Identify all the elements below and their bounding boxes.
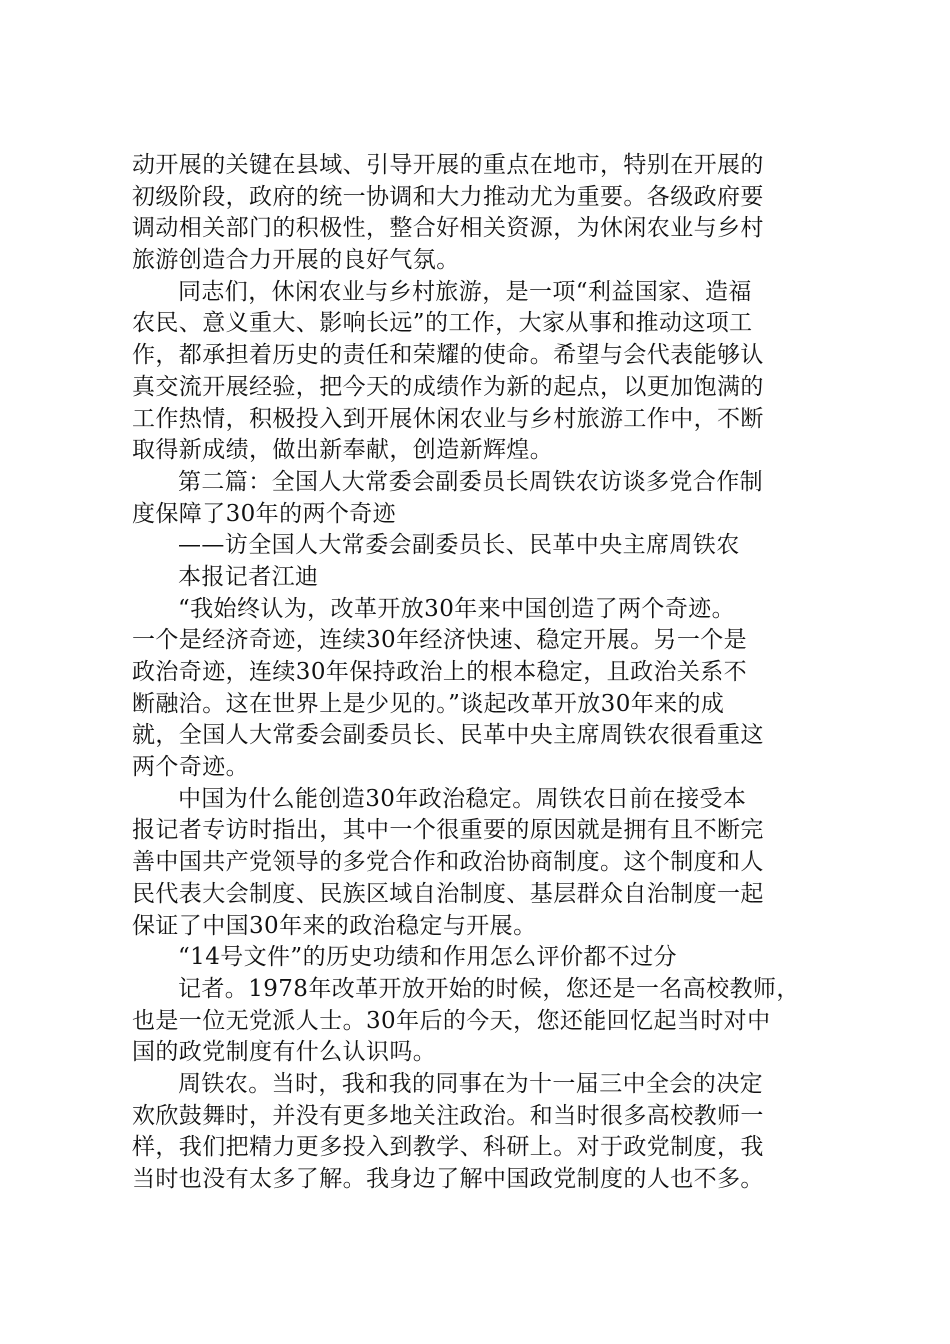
- text-line: 取得新成绩，做出新奉献，创造新辉煌。: [132, 437, 554, 464]
- text-line: 调动相关部门的积极性，整合好相关资源，为休闲农业与乡村: [132, 215, 764, 242]
- text-line: 真交流开展经验，把今天的成绩作为新的起点，以更加饱满的: [132, 373, 764, 400]
- text-line: 也是一位无党派人士。30年后的今天，您还能回忆起当时对中: [132, 1007, 771, 1034]
- text-line: 保证了中国30年来的政治稳定与开展。: [132, 912, 537, 939]
- text-line: 当时也没有太多了解。我身边了解中国政党制度的人也不多。: [132, 1166, 764, 1192]
- text-line: 同志们，休闲农业与乡村旅游，是一项“利益国家、造福: [178, 278, 752, 305]
- text-line: 报记者专访时指出，其中一个很重要的原因就是拥有且不断完: [132, 817, 764, 844]
- text-line: 就，全国人大常委会副委员长、民革中央主席周铁农很看重这: [132, 722, 764, 749]
- text-line: 动开展的关键在县域、引导开展的重点在地市，特别在开展的: [132, 152, 764, 178]
- text-line: 第二篇：全国人大常委会副委员长周铁农访谈多党合作制: [178, 468, 763, 495]
- text-line: 中国为什么能创造30年政治稳定。周铁农日前在接受本: [178, 785, 747, 812]
- text-line: “14号文件”的历史功绩和作用怎么评价都不过分: [178, 944, 677, 971]
- text-line: 作，都承担着历史的责任和荣耀的使命。希望与会代表能够认: [132, 342, 764, 369]
- text-line: 农民、意义重大、影响长远”的工作，大家从事和推动这项工: [132, 310, 753, 337]
- text-line: 旅游创造合力开展的良好气氛。: [132, 247, 460, 274]
- text-line: 断融洽。这在世界上是少见的。”谈起改革开放30年来的成: [132, 690, 725, 717]
- text-line: 一个是经济奇迹，连续30年经济快速、稳定开展。另一个是: [132, 627, 748, 654]
- text-line: 欢欣鼓舞时，并没有更多地关注政治。和当时很多高校教师一: [132, 1102, 764, 1129]
- text-line: 度保障了30年的两个奇迹: [132, 500, 397, 527]
- text-line: 记者。1978年改革开放开始的时候，您还是一名高校教师，: [178, 975, 800, 1002]
- text-line: 本报记者江迪: [178, 563, 319, 590]
- text-line: 民代表大会制度、民族区域自治制度、基层群众自治制度一起: [132, 880, 764, 907]
- text-line: 工作热情，积极投入到开展休闲农业与乡村旅游工作中，不断: [132, 405, 764, 432]
- text-line: 样，我们把精力更多投入到教学、科研上。对于政党制度，我: [132, 1134, 764, 1161]
- text-line: 初级阶段，政府的统一协调和大力推动尤为重要。各级政府要: [132, 183, 764, 210]
- text-line: 两个奇迹。: [132, 754, 249, 781]
- text-line: 政治奇迹，连续30年保持政治上的根本稳定，且政治关系不: [132, 659, 748, 685]
- text-line: 善中国共产党领导的多党合作和政治协商制度。这个制度和人: [132, 849, 764, 876]
- text-line: 周铁农。当时，我和我的同事在为十一届三中全会的决定: [178, 1070, 763, 1097]
- text-line: 国的政党制度有什么认识吗。: [132, 1039, 437, 1066]
- document-body: [132, 150, 822, 1196]
- text-line: “我始终认为，改革开放30年来中国创造了两个奇迹。: [178, 595, 736, 622]
- text-line: ——访全国人大常委会副委员长、民革中央主席周铁农: [178, 532, 740, 559]
